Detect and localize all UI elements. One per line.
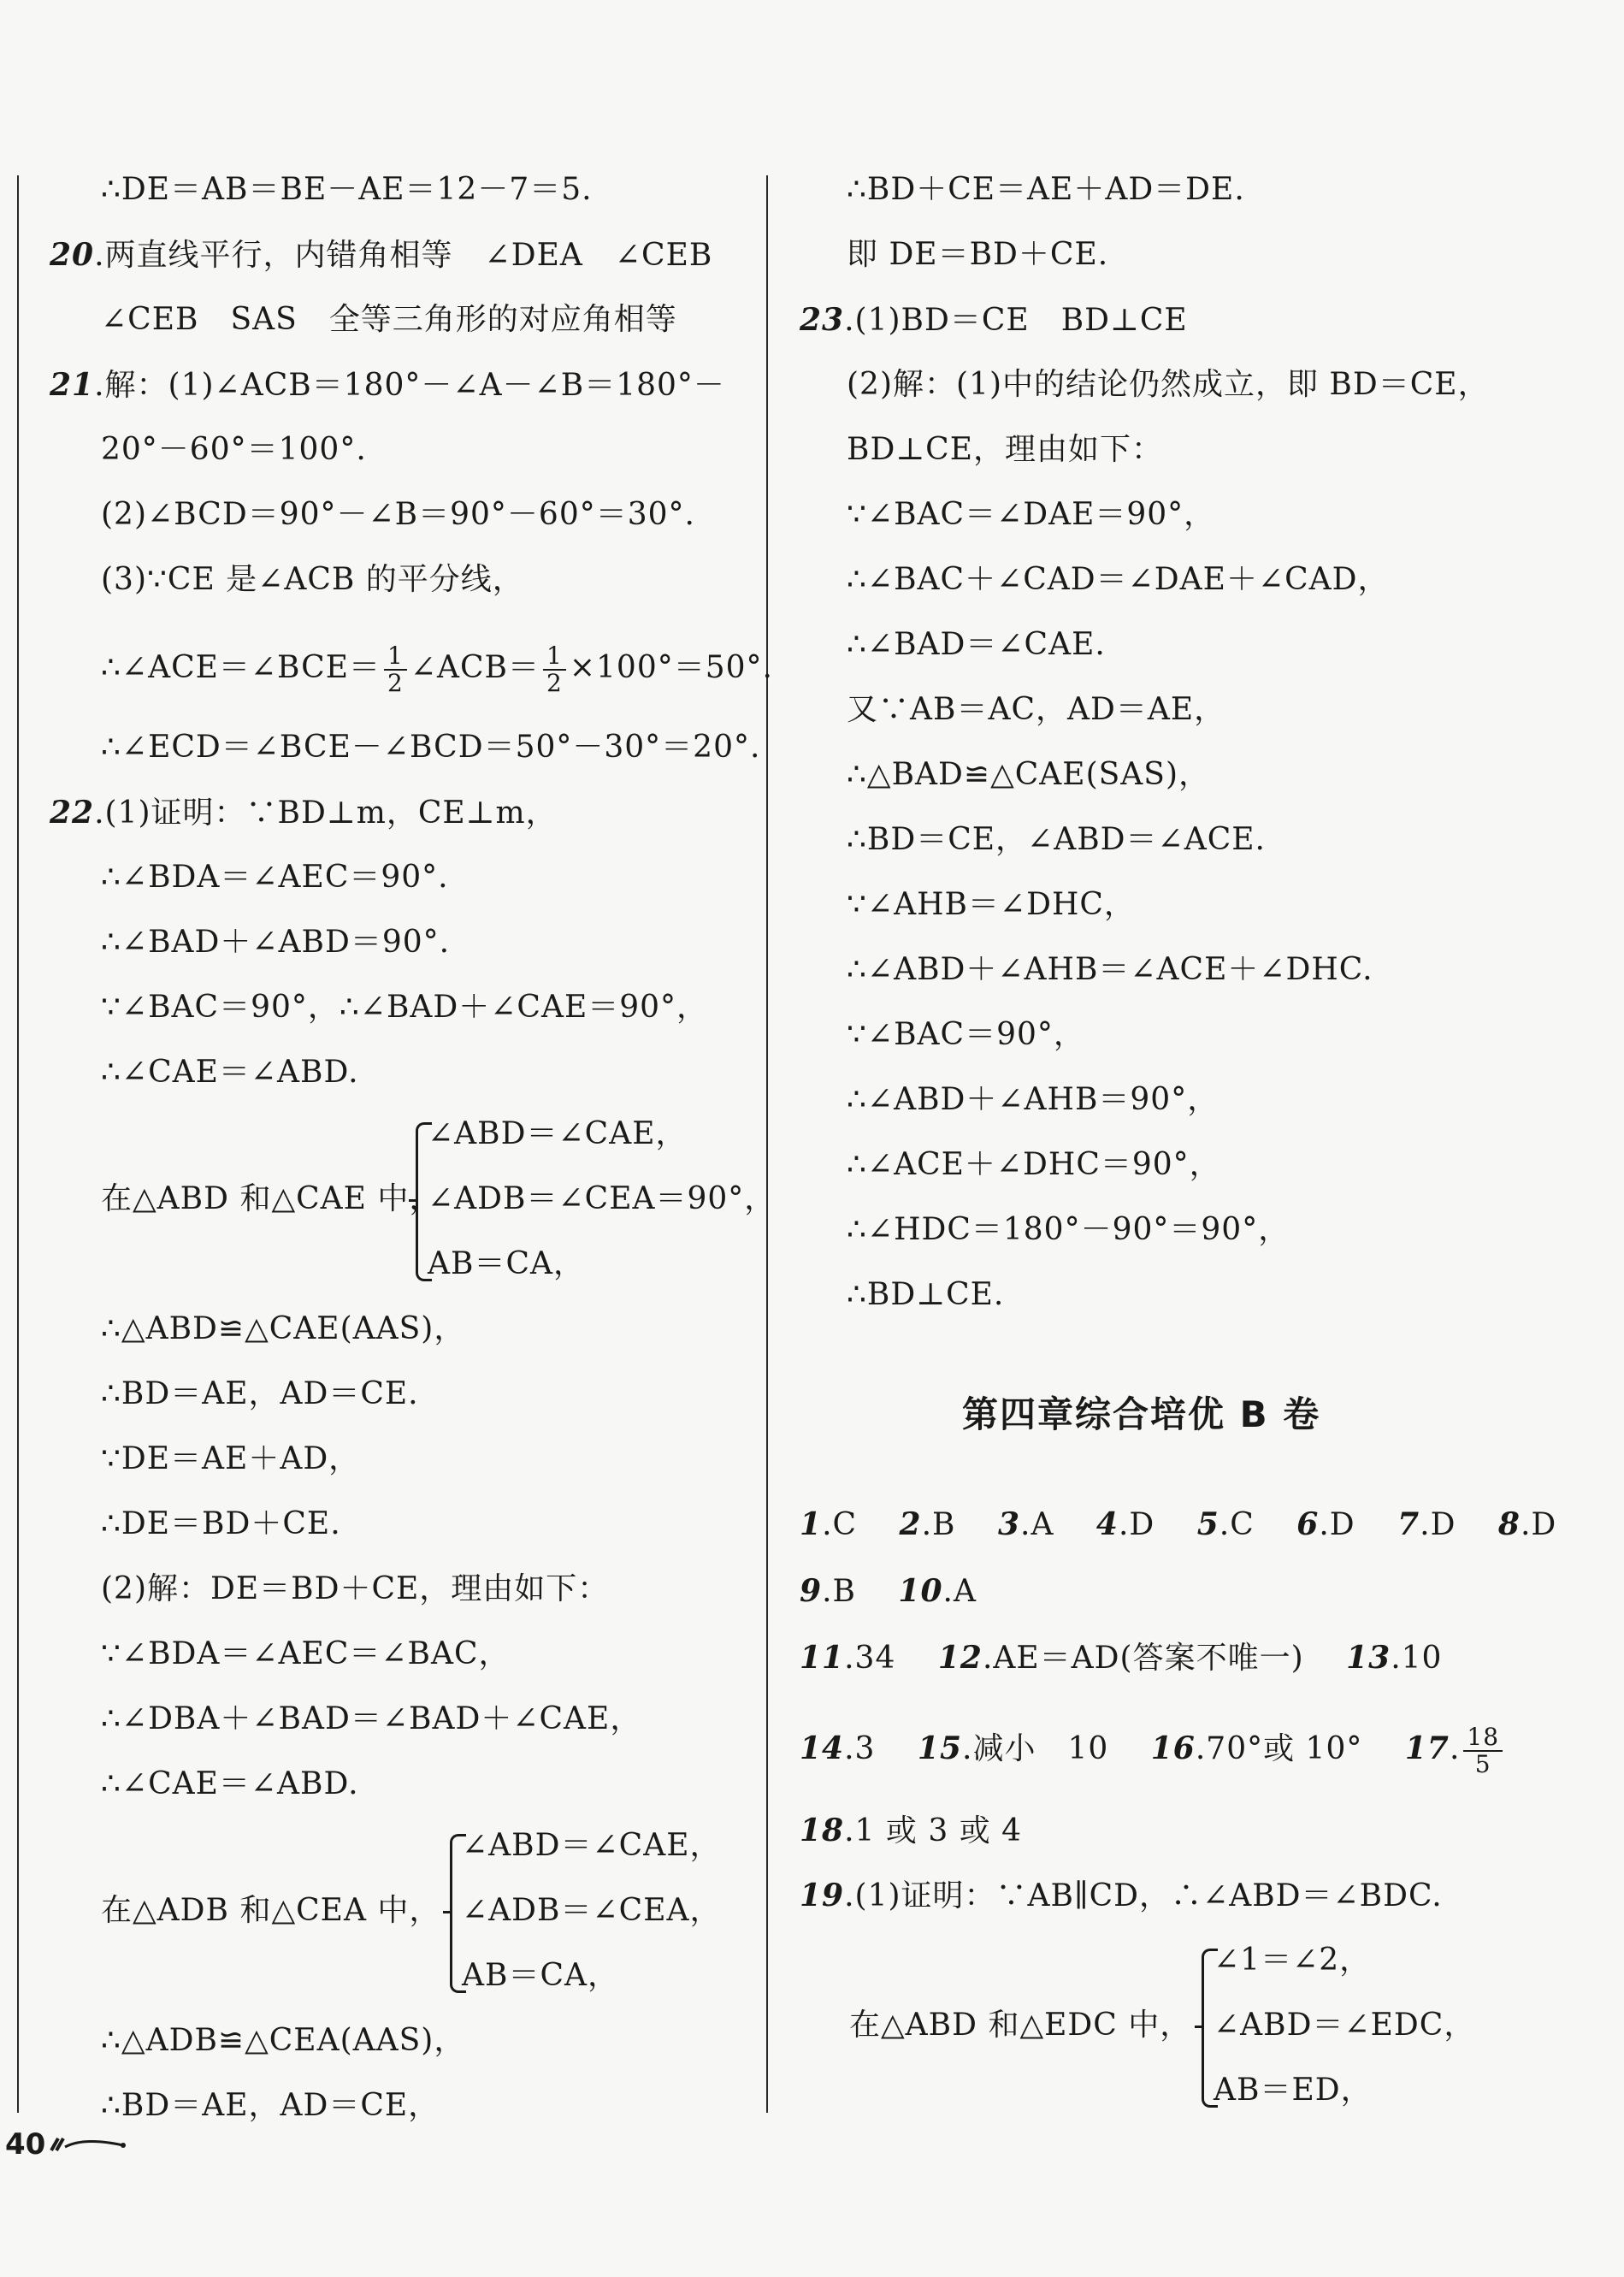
left-margin-rule — [17, 175, 19, 2113]
answer-line: ∴∠ABD＋∠AHB＝90°， — [847, 1082, 1219, 1117]
answer-text: .减小 10 — [962, 1731, 1109, 1766]
answer-text: .B — [822, 1574, 856, 1609]
answer-text: .B — [921, 1507, 956, 1542]
question-number: 3 — [997, 1506, 1020, 1542]
answer-text: .两直线平行，内错角相等 ∠DEA ∠CEB — [94, 238, 713, 273]
question-number: 2 — [899, 1506, 922, 1542]
question-number: 6 — [1296, 1506, 1320, 1542]
column-divider — [766, 175, 768, 2113]
answer-line: 20°－60°＝100°. — [101, 432, 367, 467]
answer-line: ∴△BAD≌△CAE(SAS)， — [847, 757, 1210, 792]
answer-text: ∴∠ACE＝∠BCE＝ — [101, 650, 381, 685]
answer-line: ∵∠BAC＝∠DAE＝90°， — [847, 497, 1216, 532]
question-number: 14 — [800, 1730, 845, 1766]
answer-text: .AE＝AD(答案不唯一) — [982, 1641, 1304, 1676]
question-20 — [50, 236, 712, 275]
question-number: 5 — [1196, 1506, 1219, 1542]
question-number: 22 — [50, 795, 95, 831]
answer-line: ∠CEB SAS 全等三角形的对应角相等 — [101, 302, 677, 337]
question-number: 1 — [800, 1506, 823, 1542]
answer-text: .D — [1118, 1507, 1155, 1542]
mc-answers-row-2 — [800, 1572, 977, 1611]
question-number: 13 — [1346, 1640, 1391, 1676]
answer-text: .3 — [844, 1731, 876, 1766]
answer-text: .D — [1520, 1507, 1557, 1542]
answer-text: ∠ACB＝ — [410, 650, 540, 685]
system-row: ∠ADB＝∠CEA， — [462, 1893, 722, 1928]
fill-answers-row-1 — [800, 1639, 1442, 1677]
answer-line: ∴BD＋CE＝AE＋AD＝DE. — [847, 172, 1245, 207]
answer-line: ∵∠BAC＝90°， — [847, 1017, 1085, 1052]
answer-text: .10 — [1391, 1641, 1443, 1676]
question-23 — [800, 301, 1188, 340]
question-number: 9 — [800, 1573, 823, 1609]
section-title: 第四章综合培优 B 卷 — [962, 1393, 1321, 1435]
system-row: ∠ABD＝∠CAE， — [428, 1116, 688, 1151]
answer-text: .70°或 10° — [1195, 1731, 1363, 1766]
answer-line: ∴BD＝CE，∠ABD＝∠ACE. — [847, 822, 1266, 857]
question-number: 21 — [50, 367, 95, 403]
mc-answers-row-1 — [800, 1505, 1556, 1544]
answer-text: .(1)BD＝CE BD⊥CE — [844, 303, 1188, 338]
page-number: 40 — [5, 2127, 46, 2162]
brace-point — [1195, 2026, 1203, 2028]
answer-line: ∴∠CAE＝∠ABD. — [101, 1766, 359, 1801]
fraction — [384, 643, 407, 696]
answer-line: ∴∠HDC＝180°－90°＝90°， — [847, 1212, 1290, 1247]
answer-line: ∵∠BAC＝90°，∴∠BAD＋∠CAE＝90°， — [101, 990, 709, 1025]
numerator: 1 — [384, 643, 407, 671]
answer-line: 即 DE＝BD＋CE. — [847, 237, 1109, 272]
system-row: AB＝CA， — [462, 1958, 619, 1993]
fill-answers-row-2 — [800, 1724, 1506, 1777]
numerator: 18 — [1463, 1724, 1503, 1752]
answer-line: ∴∠DBA＋∠BAD＝∠BAD＋∠CAE， — [101, 1701, 642, 1736]
system-row: ∠1＝∠2， — [1214, 1943, 1372, 1978]
answer-line: ∴DE＝BD＋CE. — [101, 1506, 341, 1541]
answer-text: . — [1449, 1731, 1461, 1766]
answer-text: .C — [822, 1507, 858, 1542]
answer-line: ∵∠AHB＝∠DHC， — [847, 887, 1136, 922]
answer-line: ∵DE＝AE＋AD， — [101, 1441, 361, 1476]
answer-line: (3)∵CE 是∠ACB 的平分线， — [101, 562, 524, 597]
system-prefix: 在△ADB 和△CEA 中， — [101, 1893, 441, 1928]
question-number: 18 — [800, 1813, 845, 1848]
answer-text: .(1)证明：∵AB∥CD，∴∠ABD＝∠BDC. — [844, 1878, 1443, 1913]
answer-text: .D — [1319, 1507, 1355, 1542]
answer-text: .1 或 3 或 4 — [844, 1813, 1023, 1848]
answer-line-with-fractions — [101, 643, 773, 696]
fill-answers-row-3 — [800, 1812, 1022, 1850]
question-number: 12 — [937, 1640, 983, 1676]
page-ornament-icon — [50, 2130, 127, 2156]
answer-line: ∴BD＝AE，AD＝CE. — [101, 1376, 419, 1411]
question-number: 7 — [1397, 1506, 1420, 1542]
system-row: AB＝ED， — [1214, 2073, 1373, 2108]
answer-line: ∴∠BDA＝∠AEC＝90°. — [101, 860, 449, 895]
answer-line: ∴∠ABD＋∠AHB＝∠ACE＋∠DHC. — [847, 952, 1373, 987]
question-number: 11 — [800, 1640, 845, 1676]
fraction — [1463, 1724, 1503, 1777]
system-row: AB＝CA， — [428, 1246, 585, 1281]
brace-point — [409, 1199, 417, 1202]
answer-text: .C — [1219, 1507, 1255, 1542]
answer-line: BD⊥CE，理由如下： — [847, 432, 1163, 467]
denominator: 5 — [1474, 1750, 1491, 1778]
answer-line: ∴△ADB≌△CEA(AAS)， — [101, 2023, 466, 2058]
question-19 — [800, 1877, 1443, 1915]
answer-text: .D — [1420, 1507, 1456, 1542]
answer-line: ∴BD⊥CE. — [847, 1277, 1005, 1312]
question-number: 17 — [1404, 1730, 1450, 1766]
answer-line: ∴∠BAD＝∠CAE. — [847, 627, 1106, 662]
answer-line: ∴∠CAE＝∠ABD. — [101, 1055, 359, 1090]
answer-line: (2)解：DE＝BD＋CE，理由如下： — [101, 1571, 610, 1606]
question-number: 15 — [917, 1730, 963, 1766]
denominator: 2 — [546, 669, 563, 697]
question-number: 19 — [800, 1878, 845, 1913]
answer-text: .A — [942, 1574, 977, 1609]
answer-text: ×100°＝50°. — [569, 650, 773, 685]
answer-line: (2)∠BCD＝90°－∠B＝90°－60°＝30°. — [101, 497, 695, 532]
answer-line: ∴△ABD≌△CAE(AAS)， — [101, 1311, 466, 1346]
answer-line: ∴BD＝AE，AD＝CE， — [101, 2088, 440, 2123]
question-number: 23 — [800, 302, 845, 338]
answer-line: 又∵AB＝AC，AD＝AE， — [847, 692, 1226, 727]
denominator: 2 — [387, 669, 404, 697]
answer-text: .34 — [844, 1641, 896, 1676]
question-number: 16 — [1150, 1730, 1196, 1766]
brace-point — [443, 1911, 452, 1913]
answer-line: ∴∠ECD＝∠BCE－∠BCD＝50°－30°＝20°. — [101, 730, 761, 765]
question-22 — [50, 794, 558, 832]
numerator: 1 — [543, 643, 566, 671]
answer-line: ∵∠BDA＝∠AEC＝∠BAC， — [101, 1636, 511, 1671]
answer-line: ∴DE＝AB＝BE－AE＝12－7＝5. — [101, 172, 593, 207]
question-number: 20 — [50, 237, 95, 273]
system-row: ∠ABD＝∠CAE， — [462, 1828, 722, 1863]
answer-line: ∴∠ACE＋∠DHC＝90°， — [847, 1147, 1221, 1182]
fraction — [543, 643, 566, 696]
question-number: 8 — [1497, 1506, 1521, 1542]
system-row: ∠ABD＝∠EDC， — [1214, 2008, 1476, 2043]
answer-line: ∴∠BAD＋∠ABD＝90°. — [101, 925, 451, 960]
answer-text: .(1)证明：∵BD⊥m，CE⊥m， — [94, 795, 558, 831]
question-21 — [50, 366, 725, 405]
system-prefix: 在△ABD 和△CAE 中， — [101, 1181, 441, 1216]
answer-text: .A — [1020, 1507, 1054, 1542]
system-prefix: 在△ABD 和△EDC 中， — [849, 2008, 1192, 2043]
question-number: 10 — [898, 1573, 943, 1609]
answer-line: ∴∠BAC＋∠CAD＝∠DAE＋∠CAD， — [847, 562, 1390, 597]
question-number: 4 — [1095, 1506, 1119, 1542]
answer-text: .解：(1)∠ACB＝180°－∠A－∠B＝180°－ — [94, 368, 725, 403]
answer-line: (2)解：(1)中的结论仍然成立，即 BD＝CE， — [847, 367, 1490, 402]
system-row: ∠ADB＝∠CEA＝90°， — [428, 1181, 777, 1216]
